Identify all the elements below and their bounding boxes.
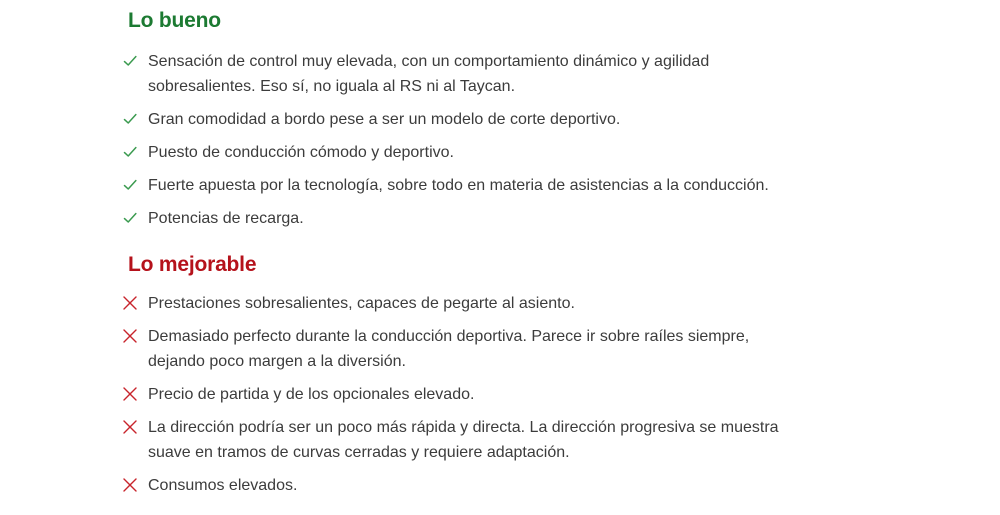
- con-item: [122, 324, 802, 374]
- pro-item-text: Sensación de control muy elevada, con un comportamiento dinámico y agilidad sobresalientes. Eso sí, no iguala al RS ni al Taycan.: [148, 53, 710, 95]
- con-item: [122, 415, 802, 465]
- cons-heading: Lo mejorable: [128, 253, 257, 276]
- pros-list: [122, 49, 802, 239]
- check-icon: [122, 177, 138, 193]
- cons-list: [122, 291, 802, 506]
- con-item-text: La dirección podría ser un poco más rápida y directa. La dirección progresiva se muestra suave en tramos de curvas cerradas y requiere adaptación.: [148, 419, 779, 461]
- pro-item-text: Fuerte apuesta por la tecnología, sobre todo en materia de asistencias a la conducción.: [148, 177, 769, 194]
- con-item-text: Demasiado perfecto durante la conducción deportiva. Parece ir sobre raíles siempre, dejando poco margen a la diversión.: [148, 328, 750, 370]
- con-item: [122, 291, 802, 316]
- con-item-text: Precio de partida y de los opcionales elevado.: [148, 386, 475, 403]
- check-icon: [122, 111, 138, 127]
- con-item-text: Prestaciones sobresalientes, capaces de pegarte al asiento.: [148, 295, 575, 312]
- check-icon: [122, 53, 138, 69]
- con-item: [122, 382, 802, 407]
- check-icon: [122, 210, 138, 226]
- con-item-text: Consumos elevados.: [148, 477, 298, 494]
- pro-item: [122, 140, 802, 165]
- con-item: [122, 473, 802, 498]
- cross-icon: [122, 295, 138, 311]
- pro-item: [122, 206, 802, 231]
- cross-icon: [122, 477, 138, 493]
- pro-item: [122, 173, 802, 198]
- check-icon: [122, 144, 138, 160]
- cross-icon: [122, 386, 138, 402]
- pro-item-text: Gran comodidad a bordo pese a ser un modelo de corte deportivo.: [148, 111, 621, 128]
- pro-item: [122, 49, 802, 99]
- cross-icon: [122, 328, 138, 344]
- cross-icon: [122, 419, 138, 435]
- pro-item: [122, 107, 802, 132]
- pros-heading: Lo bueno: [128, 9, 221, 32]
- pro-item-text: Puesto de conducción cómodo y deportivo.: [148, 144, 454, 161]
- pro-item-text: Potencias de recarga.: [148, 210, 304, 227]
